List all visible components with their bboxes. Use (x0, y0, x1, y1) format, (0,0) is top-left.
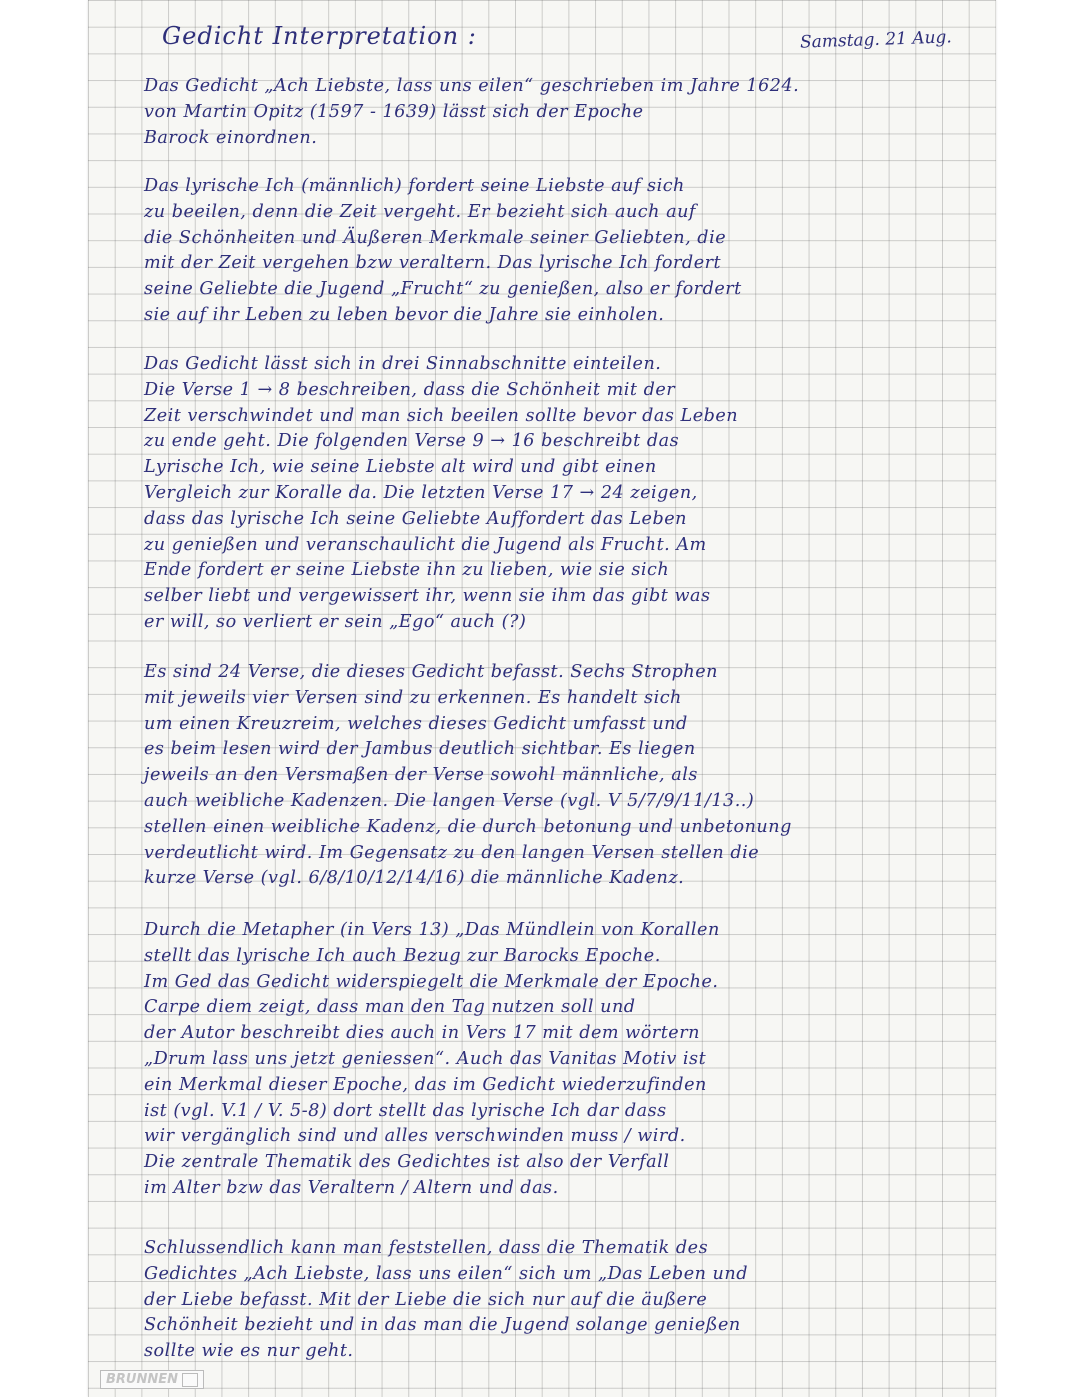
paragraph-intro (144, 74, 974, 151)
text-line: mit jeweils vier Versen sind zu erkennen. Es handelt sich (144, 687, 682, 708)
text-line: Schlussendlich kann man feststellen, dass die Thematik des (144, 1238, 709, 1258)
text-line: der Liebe befasst. Mit der Liebe die sich nur auf die äußere (144, 1289, 708, 1310)
text-line: Das Gedicht „Ach Liebste, lass uns eilen“ geschrieben im Jahre 1624. (144, 76, 800, 96)
paragraph-conclusion (144, 1236, 974, 1365)
text-line: auch weibliche Kadenzen. Die langen Verse (vgl. V 5/7/9/11/13..) (144, 790, 755, 811)
date-label: Samstag. 21 Aug. (799, 27, 953, 53)
text-line: seine Geliebte die Jugend „Frucht“ zu genießen, also er fordert (144, 279, 742, 300)
text-line: Durch die Metapher (in Vers 13) „Das Mündlein von Korallen (144, 920, 720, 940)
paragraph-structure (144, 352, 974, 636)
text-line: „Drum lass uns jetzt geniessen“. Auch das Vanitas Motiv ist (144, 1048, 707, 1069)
text-line: zu beeilen, denn die Zeit vergeht. Er bezieht sich auch auf (144, 201, 696, 222)
paragraph-epoch (144, 918, 974, 1202)
text-line: er will, so verliert er sein „Ego“ auch (?) (144, 611, 527, 632)
text-line: kurze Verse (vgl. 6/8/10/12/14/16) die männliche Kadenz. (144, 868, 685, 889)
text-line: jeweils an den Versmaßen der Verse sowohl männliche, als (144, 765, 698, 786)
text-line: Die zentrale Thematik des Gedichtes ist also der Verfall (144, 1152, 670, 1173)
text-line: zu ende geht. Die folgenden Verse 9 → 16 beschreibt das (144, 431, 680, 452)
text-line: von Martin Opitz (1597 - 1639) lässt sich der Epoche (144, 101, 644, 122)
text-line: Zeit verschwindet und man sich beeilen sollte bevor das Leben (144, 405, 739, 426)
text-line: im Alter bzw das Veraltern / Altern und das. (144, 1177, 559, 1198)
text-line: Gedichtes „Ach Liebste, lass uns eilen“ sich um „Das Leben und (144, 1263, 748, 1284)
text-line: um einen Kreuzreim, welches dieses Gedicht umfasst und (144, 713, 688, 734)
graph-paper-sheet (88, 0, 996, 1397)
text-line: Barock einordnen. (144, 127, 318, 148)
text-line: stellen einen weibliche Kadenz, die durch betonung und unbetonung (144, 816, 792, 837)
text-line: Carpe diem zeigt, dass man den Tag nutzen soll und (144, 997, 636, 1018)
text-line: Vergleich zur Koralle da. Die letzten Verse 17 → 24 zeigen, (144, 482, 698, 503)
paragraph-form (144, 660, 974, 892)
text-line: Die Verse 1 → 8 beschreiben, dass die Schönheit mit der (144, 379, 676, 400)
text-line: dass das lyrische Ich seine Geliebte Auffordert das Leben (144, 508, 687, 529)
text-line: wir vergänglich sind und alles verschwinden muss / wird. (144, 1126, 686, 1147)
brand-mark-icon (182, 1373, 198, 1387)
text-line: stellt das lyrische Ich auch Bezug zur Barocks Epoche. (144, 945, 661, 966)
text-line: ist (vgl. V.1 / V. 5-8) dort stellt das lyrische Ich dar dass (144, 1100, 667, 1121)
page-title: Gedicht Interpretation : (162, 22, 477, 50)
text-line: Es sind 24 Verse, die dieses Gedicht befasst. Sechs Strophen (144, 662, 719, 682)
text-line: sollte wie es nur geht. (144, 1341, 354, 1362)
text-line: Lyrische Ich, wie seine Liebste alt wird und gibt einen (144, 457, 657, 478)
text-line: sie auf ihr Leben zu leben bevor die Jahre sie einholen. (144, 304, 665, 325)
text-line: zu genießen und veranschaulicht die Jugend als Frucht. Am (144, 534, 707, 555)
text-line: Ende fordert er seine Liebste ihn zu lieben, wie sie sich (144, 560, 670, 581)
text-line: mit der Zeit vergehen bzw veraltern. Das lyrische Ich fordert (144, 253, 722, 274)
paragraph-content (144, 174, 974, 329)
text-line: selber liebt und vergewissert ihr, wenn sie ihm das gibt was (144, 586, 711, 607)
brand-logo (100, 1370, 204, 1389)
text-line: Schönheit bezieht und in das man die Jugend solange genießen (144, 1315, 741, 1336)
text-line: ein Merkmal dieser Epoche, das im Gedicht wiederzufinden (144, 1074, 707, 1095)
text-line: Das Gedicht lässt sich in drei Sinnabschnitte einteilen. (144, 354, 662, 374)
text-line: es beim lesen wird der Jambus deutlich sichtbar. Es liegen (144, 739, 696, 760)
text-line: Das lyrische Ich (männlich) fordert seine Liebste auf sich (144, 176, 685, 196)
text-line: verdeutlicht wird. Im Gegensatz zu den langen Versen stellen die (144, 842, 760, 863)
brand-label: BRUNNEN (106, 1372, 178, 1387)
text-line: Im Ged das Gedicht widerspiegelt die Merkmale der Epoche. (144, 971, 719, 992)
text-line: der Autor beschreibt dies auch in Vers 17 mit dem wörtern (144, 1023, 700, 1044)
text-line: die Schönheiten und Äußeren Merkmale seiner Geliebten, die (144, 227, 727, 248)
